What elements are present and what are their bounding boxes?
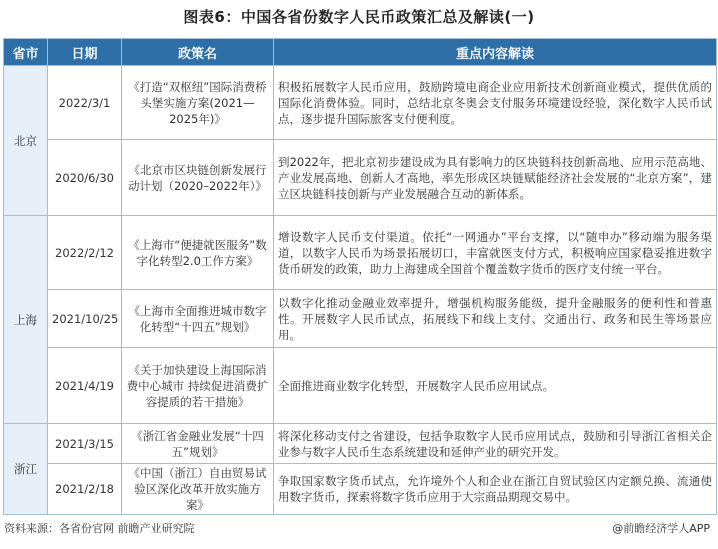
content-cell: 增设数字人民币支付渠道。依托“一网通办”平台支撑，以“随申办”移动端为服务渠道，以数字人民币为场景拓展切口，丰富就医支付方式，积极响应国家稳妥推进数字货币研发的政策，助力上海建成全国首个覆盖数字货币的医疗支付统一平台。 <box>274 216 717 290</box>
content-cell: 到2022年，把北京初步建设成为具有影响力的区块链科技创新高地、应用示范高地、产业发展高地、创新人才高地，率先形成区块链赋能经济社会发展的“北京方案”，建立区块链科技创新与产业发展融合互动的新体系。 <box>274 140 717 216</box>
date-cell: 2022/3/1 <box>48 66 122 140</box>
date-cell: 2021/3/15 <box>48 424 122 464</box>
policy-name-cell: 《中国（浙江）自由贸易试验区深化改革开放实施方案》 <box>122 464 274 515</box>
content-cell: 全面推进商业数字化转型，开展数字人民币应用试点。 <box>274 348 717 424</box>
table-row <box>4 464 717 515</box>
table-row <box>4 424 717 464</box>
content-cell: 积极拓展数字人民币应用，鼓励跨境电商企业应用新技术创新商业模式，提供优质的国际化消费体验。同时，总结北京冬奥会支付服务环境建设经验，深化数字人民币试点，逐步提升国际旅客支付便利度。 <box>274 66 717 140</box>
brand-credit: @前瞻经济学人APP <box>612 522 710 535</box>
table-header-row <box>4 39 717 66</box>
content-cell: 以数字化推动金融业效率提升，增强机构服务能级，提升金融服务的便利性和普惠性。开展数字人民币试点，拓展线下和线上支付、交通出行、政务和民生等场景应用。 <box>274 290 717 348</box>
table-row <box>4 216 717 290</box>
city-cell-shanghai: 上海 <box>4 216 48 424</box>
policy-name-cell: 《打造“双枢纽”国际消费桥头堡实施方案(2021—2025年)》 <box>122 66 274 140</box>
policy-name-cell: 《北京市区块链创新发展行动计划（2020–2022年）》 <box>122 140 274 216</box>
date-cell: 2021/4/19 <box>48 348 122 424</box>
header-content: 重点内容解读 <box>274 39 717 66</box>
date-cell: 2021/2/18 <box>48 464 122 515</box>
table-row <box>4 348 717 424</box>
city-cell-beijing: 北京 <box>4 66 48 216</box>
header-date: 日期 <box>48 39 122 66</box>
table-row <box>4 140 717 216</box>
content-cell: 争取国家数字货币试点，允许境外个人和企业在浙江自贸试验区内定额兑换、流通使用数字货币，探索将数字货币应用于大宗商品期现交易中。 <box>274 464 717 515</box>
date-cell: 2021/10/25 <box>48 290 122 348</box>
policy-name-cell: 《上海市“便捷就医服务”数字化转型2.0工作方案》 <box>122 216 274 290</box>
policy-table <box>3 38 717 515</box>
header-policy-name: 政策名 <box>122 39 274 66</box>
city-cell-zhejiang: 浙江 <box>4 424 48 515</box>
source-note: 资料来源：各省份官网 前瞻产业研究院 <box>4 522 195 535</box>
date-cell: 2020/6/30 <box>48 140 122 216</box>
page-title: 图表6：中国各省份数字人民币政策汇总及解读(一) <box>183 8 535 26</box>
header-city: 省市 <box>4 39 48 66</box>
table-row <box>4 66 717 140</box>
policy-name-cell: 《浙江省金融业发展“十四五”规划》 <box>122 424 274 464</box>
content-cell: 将深化移动支付之省建设，包括争取数字人民币应用试点，鼓励和引导浙江省相关企业参与数字人民币生态系统建设和延伸产业的研究开发。 <box>274 424 717 464</box>
policy-name-cell: 《上海市全面推进城市数字化转型“十四五”规划》 <box>122 290 274 348</box>
table-row <box>4 290 717 348</box>
date-cell: 2022/2/12 <box>48 216 122 290</box>
policy-name-cell: 《关于加快建设上海国际消费中心城市 持续促进消费扩容提质的若干措施》 <box>122 348 274 424</box>
